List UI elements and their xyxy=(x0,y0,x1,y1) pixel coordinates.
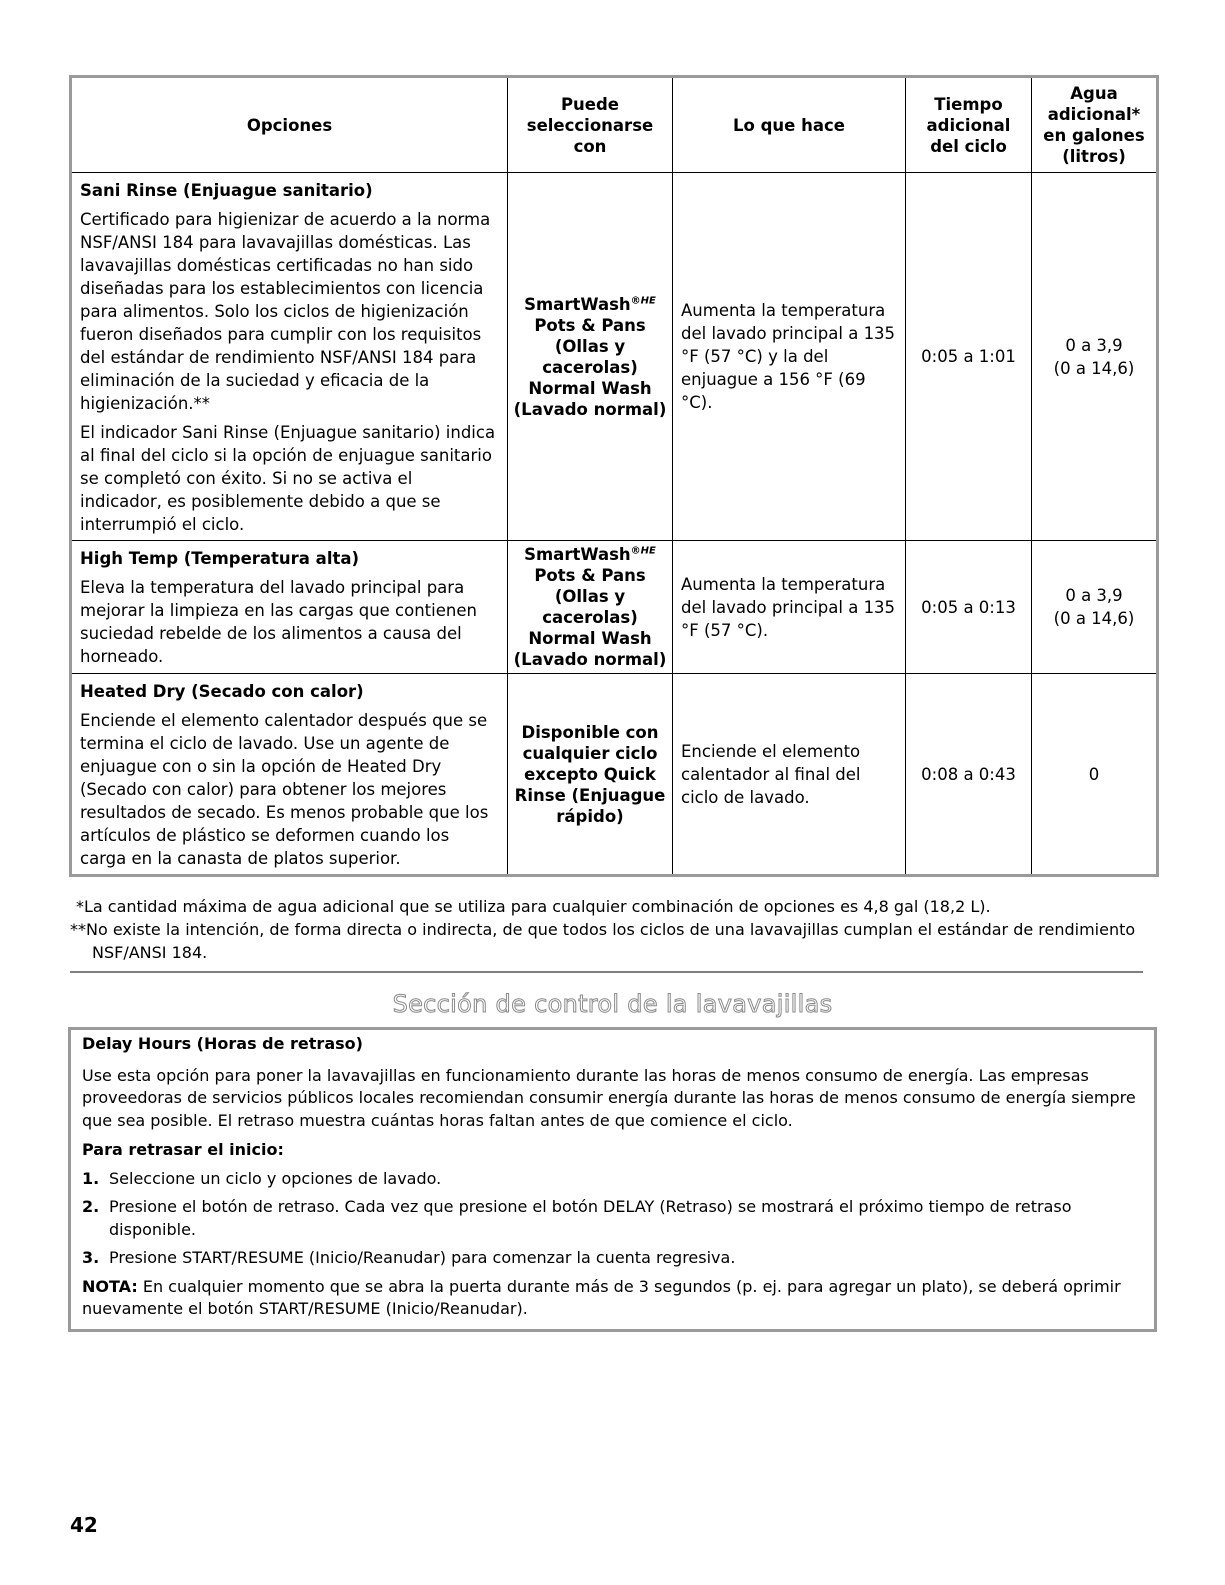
step-text: Seleccione un ciclo y opciones de lavado. xyxy=(109,1168,442,1188)
footnotes xyxy=(70,895,1150,964)
step-number: 1. xyxy=(82,1168,100,1188)
water-liters: (0 a 14,6) xyxy=(1053,358,1135,378)
extra-water-cell: 0 xyxy=(1032,674,1158,876)
option-description: El indicador Sani Rinse (Enjuague sanitario) indica al final del ciclo si la opción de enjuague sanitario se completó con éxito. Si no se activa el indicador, es posiblemente debido a que se interrumpió el ciclo. xyxy=(80,423,496,534)
step-text: Presione el botón de retraso. Cada vez que presione el botón DELAY (Retraso) se mostrará el próximo tiempo de retraso disponible. xyxy=(109,1197,1072,1239)
header-extra-water: Agua adicional* en galones (litros) xyxy=(1032,77,1158,173)
option-title: Heated Dry (Secado con calor) xyxy=(80,682,364,701)
step-number: 2. xyxy=(82,1197,100,1216)
option-cell xyxy=(71,674,508,876)
water-gallons: 0 a 3,9 xyxy=(1065,335,1123,355)
extra-time-cell: 0:05 a 0:13 xyxy=(906,541,1032,674)
header-what-it-does: Lo que hace xyxy=(673,77,906,173)
selectable-cycles: Pots & Pans (Ollas y cacerolas) Normal Wash (Lavado normal) xyxy=(513,566,667,669)
list-item xyxy=(82,1168,1143,1191)
he-superscript: ®HE xyxy=(630,545,656,557)
page-number: 42 xyxy=(70,1513,98,1537)
he-superscript: ®HE xyxy=(630,295,656,306)
option-description: Enciende el elemento calentador después que se termina el ciclo de lavado. Use un agente de enjuague con o sin la opción de Heated Dry (Secado con calor) para obtener los mejores resultados de secado. Es menos probable que los artículos de plástico se deformen cuando los carga en la canasta de platos superior. xyxy=(80,711,489,868)
delay-steps xyxy=(82,1168,1143,1270)
option-cell xyxy=(71,541,508,674)
extra-water-cell xyxy=(1032,541,1158,674)
selectable-cycles: Pots & Pans (Ollas y cacerolas) Normal Wash (Lavado normal) xyxy=(513,315,667,419)
note xyxy=(82,1276,1143,1321)
section-divider xyxy=(70,971,1143,973)
table-header-row xyxy=(71,77,1158,173)
options-table xyxy=(69,75,1159,877)
option-cell xyxy=(71,173,508,541)
header-extra-time: Tiempo adicional del ciclo xyxy=(906,77,1032,173)
what-it-does-cell: Aumenta la temperatura del lavado principal a 135 °F (57 °C) y la del enjuague a 156 °F (69 °C). xyxy=(673,173,906,541)
step-number: 3. xyxy=(82,1248,100,1267)
what-it-does-cell: Enciende el elemento calentador al final del ciclo de lavado. xyxy=(673,674,906,876)
option-title: High Temp (Temperatura alta) xyxy=(80,549,360,568)
what-it-does-cell: Aumenta la temperatura del lavado principal a 135 °F (57 °C). xyxy=(673,541,906,674)
section-heading: Sección de control de la lavavajillas xyxy=(392,990,833,1018)
water-gallons: 0 a 3,9 xyxy=(1065,586,1123,605)
delay-hours-intro: Use esta opción para poner la lavavajillas en funcionamiento durante las horas de menos consumo de energía. Las empresas proveedoras de servicios públicos locales recomiendan consumir energía durante las horas de menos consumo de energía siempre que sea posible. El retraso muestra cuántas horas faltan antes de que comience el ciclo. xyxy=(82,1065,1136,1130)
extra-time-cell: 0:05 a 1:01 xyxy=(906,173,1032,541)
header-selectable: Puede seleccionarse con xyxy=(508,77,673,173)
list-item xyxy=(82,1247,1143,1270)
option-title: Sani Rinse (Enjuague sanitario) xyxy=(80,181,373,200)
table-row xyxy=(71,674,1158,876)
water-liters: (0 a 14,6) xyxy=(1053,609,1135,628)
delay-hours-title: Delay Hours (Horas de retraso) xyxy=(82,1034,363,1053)
footnote-2: **No existe la intención, de forma directa o indirecta, de que todos los ciclos de una lavavajillas cumplan el estándar de rendimiento NSF/ANSI 184. xyxy=(70,920,1136,962)
list-item xyxy=(82,1196,1143,1241)
table-row xyxy=(71,541,1158,674)
selectable-cell xyxy=(508,541,673,674)
option-description: Eleva la temperatura del lavado principal para mejorar la limpieza en las cargas que contienen suciedad rebelde de los alimentos a causa del horneado. xyxy=(80,578,477,666)
smartwash-label: SmartWash xyxy=(524,545,631,564)
footnote-1: *La cantidad máxima de agua adicional que se utiliza para cualquier combinación de opciones es 4,8 gal (18,2 L). xyxy=(76,897,991,916)
selectable-cell xyxy=(508,173,673,541)
note-text: En cualquier momento que se abra la puerta durante más de 3 segundos (p. ej. para agregar un plato), se deberá oprimir nuevamente el botón START/RESUME (Inicio/Reanudar). xyxy=(82,1276,1121,1318)
note-label: NOTA: xyxy=(82,1276,138,1296)
step-text: Presione START/RESUME (Inicio/Reanudar) para comenzar la cuenta regresiva. xyxy=(109,1248,736,1267)
option-description: Certificado para higienizar de acuerdo a la norma NSF/ANSI 184 para lavavajillas domésticas. Las lavavajillas domésticas certificadas no han sido diseñadas para los establecimientos con licencia para alimentos. Solo los ciclos de higienización fueron diseñados para cumplir con los requisitos del estándar de rendimiento NSF/ANSI 184 para eliminación de la suciedad y eficacia de la higienización.** xyxy=(80,210,491,413)
extra-time-cell: 0:08 a 0:43 xyxy=(906,674,1032,876)
header-options: Opciones xyxy=(71,77,508,173)
smartwash-label: SmartWash xyxy=(524,294,631,314)
table-row xyxy=(71,173,1158,541)
delay-hours-box xyxy=(68,1027,1157,1332)
delay-subheading: Para retrasar el inicio: xyxy=(82,1140,284,1159)
extra-water-cell xyxy=(1032,173,1158,541)
selectable-cell: Disponible con cualquier ciclo excepto Quick Rinse (Enjuague rápido) xyxy=(508,674,673,876)
